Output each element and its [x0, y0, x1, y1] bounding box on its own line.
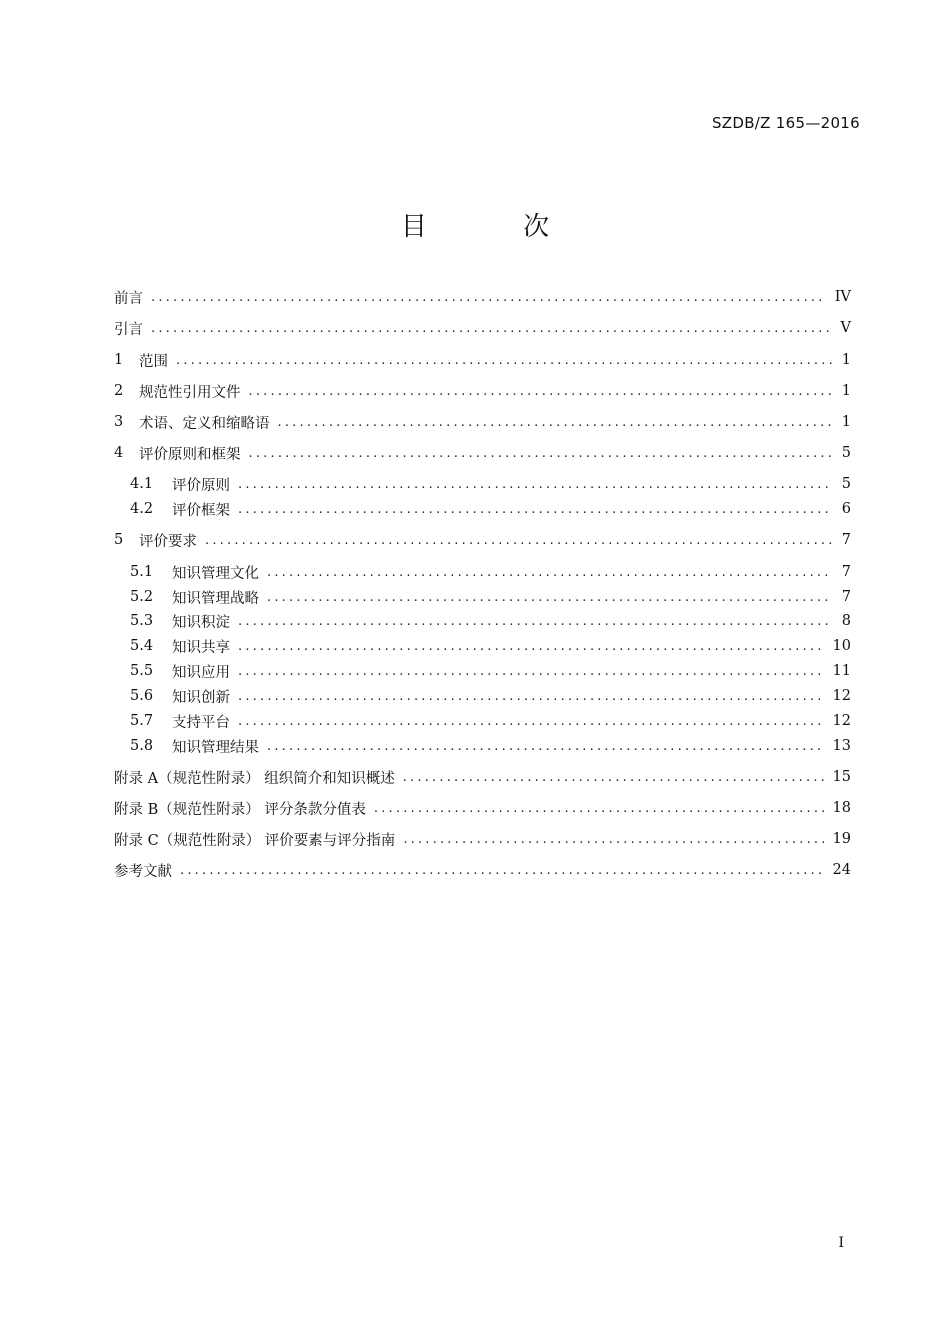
toc-entry-page: IV	[834, 289, 851, 305]
toc-entry-page: 7	[841, 532, 851, 548]
toc-dot-leader	[278, 415, 834, 430]
toc-entry-page: 10	[832, 638, 851, 654]
toc-dot-leader	[151, 321, 833, 336]
toc-entry-number: 1	[114, 352, 124, 368]
toc-entry-label: 知识积淀	[172, 614, 230, 631]
toc-entry-number: 4.2	[130, 501, 154, 517]
toc-entry-label: 评价原则	[172, 477, 230, 494]
toc-entry-number: 4.1	[130, 476, 154, 492]
toc-entry-label: 支持平台	[172, 714, 230, 731]
toc-entry[interactable]	[130, 659, 851, 683]
toc-entry[interactable]	[130, 734, 851, 758]
toc-entry-page: 19	[832, 831, 851, 847]
toc-dot-leader	[267, 739, 825, 754]
toc-entry-label: 规范性引用文件	[139, 384, 241, 401]
toc-entry[interactable]	[114, 441, 851, 465]
toc-dot-leader	[238, 714, 825, 729]
toc-entry[interactable]	[130, 472, 851, 496]
toc-entry-label: 知识管理战略	[172, 590, 259, 607]
toc-dot-leader	[238, 639, 825, 654]
toc-entry-number: 5.7	[130, 713, 154, 729]
toc-entry-label: 评价原则和框架	[139, 446, 241, 463]
toc-entry[interactable]	[130, 634, 851, 658]
toc-entry-page: 12	[832, 713, 851, 729]
toc-dot-leader	[238, 477, 833, 492]
toc-entry-number: 5.8	[130, 738, 154, 754]
toc-entry-label: 引言	[114, 321, 143, 338]
toc-entry-page: 8	[841, 613, 851, 629]
toc-dot-leader	[238, 664, 825, 679]
toc-entry[interactable]	[114, 379, 851, 403]
toc-dot-leader	[267, 590, 833, 605]
toc-entry-label: 参考文献	[114, 863, 172, 880]
toc-entry-label: 评价要求	[139, 533, 197, 550]
toc-dot-leader	[374, 801, 825, 816]
toc-dot-leader	[205, 533, 833, 548]
toc-entry-number: 3	[114, 414, 124, 430]
toc-entry-page: 1	[841, 383, 851, 399]
toc-entry-page: 15	[832, 769, 851, 785]
toc-entry-page: 18	[832, 800, 851, 816]
toc-entry-number: 5	[114, 532, 124, 548]
toc-entry[interactable]	[130, 684, 851, 708]
toc-entry-number: 5.5	[130, 663, 154, 679]
toc-dot-leader	[249, 446, 834, 461]
toc-entry-number: 5.6	[130, 688, 154, 704]
toc-entry-page: 24	[832, 862, 851, 878]
toc-entry[interactable]	[130, 609, 851, 633]
toc-entry[interactable]	[114, 410, 851, 434]
toc-entry[interactable]	[114, 827, 851, 851]
toc-dot-leader	[151, 290, 827, 305]
page-title: 目 次	[400, 212, 594, 242]
toc-entry-page: 7	[841, 589, 851, 605]
toc-entry-label: 知识创新	[172, 689, 230, 706]
toc-entry-page: 12	[832, 688, 851, 704]
toc-entry-page: 5	[841, 476, 851, 492]
toc-entry-label: 附录 C（规范性附录） 评价要素与评分指南	[114, 832, 396, 849]
toc-entry-number: 5.3	[130, 613, 154, 629]
toc-entry-label: 知识管理结果	[172, 739, 259, 756]
toc-entry-number: 5.4	[130, 638, 154, 654]
toc-entry[interactable]	[130, 585, 851, 609]
toc-dot-leader	[249, 384, 834, 399]
toc-entry[interactable]	[130, 497, 851, 521]
toc-entry-number: 2	[114, 383, 124, 399]
toc-entry-number: 5.1	[130, 564, 154, 580]
toc-entry[interactable]	[114, 528, 851, 552]
toc-dot-leader	[180, 863, 825, 878]
toc-entry-page: 13	[832, 738, 851, 754]
toc-entry-label: 知识管理文化	[172, 565, 259, 582]
toc-dot-leader	[403, 832, 824, 847]
toc-entry[interactable]	[130, 560, 851, 584]
toc-dot-leader	[267, 565, 833, 580]
toc-entry[interactable]	[114, 316, 851, 340]
toc-dot-leader	[238, 614, 833, 629]
toc-entry-page: 7	[841, 564, 851, 580]
toc-dot-leader	[238, 502, 833, 517]
toc-entry-label: 附录 A（规范性附录） 组织简介和知识概述	[114, 770, 395, 787]
toc-entry-number: 5.2	[130, 589, 154, 605]
toc-entry-label: 知识共享	[172, 639, 230, 656]
toc-entry[interactable]	[114, 285, 851, 309]
toc-entry-number: 4	[114, 445, 124, 461]
toc-entry-label: 附录 B（规范性附录） 评分条款分值表	[114, 801, 366, 818]
toc-entry-page: 1	[841, 414, 851, 430]
toc-dot-leader	[403, 770, 825, 785]
toc-entry-label: 知识应用	[172, 664, 230, 681]
toc-entry-page: 6	[841, 501, 851, 517]
footer-page-number: I	[838, 1235, 844, 1251]
toc-entry-label: 范围	[139, 353, 168, 370]
toc-entry-page: 1	[841, 352, 851, 368]
toc-entry[interactable]	[114, 858, 851, 882]
toc-entry-label: 术语、定义和缩略语	[139, 415, 270, 432]
toc-entry[interactable]	[114, 348, 851, 372]
document-code: SZDB/Z 165—2016	[711, 114, 860, 132]
toc-entry[interactable]	[114, 796, 851, 820]
toc-entry-label: 前言	[114, 290, 143, 307]
toc-entry-page: 11	[832, 663, 851, 679]
toc-entry[interactable]	[130, 709, 851, 733]
toc-entry-label: 评价框架	[172, 502, 230, 519]
toc-entry-page: 5	[841, 445, 851, 461]
toc-dot-leader	[238, 689, 825, 704]
toc-dot-leader	[176, 353, 833, 368]
toc-entry-page: V	[840, 320, 851, 336]
toc-entry[interactable]	[114, 765, 851, 789]
